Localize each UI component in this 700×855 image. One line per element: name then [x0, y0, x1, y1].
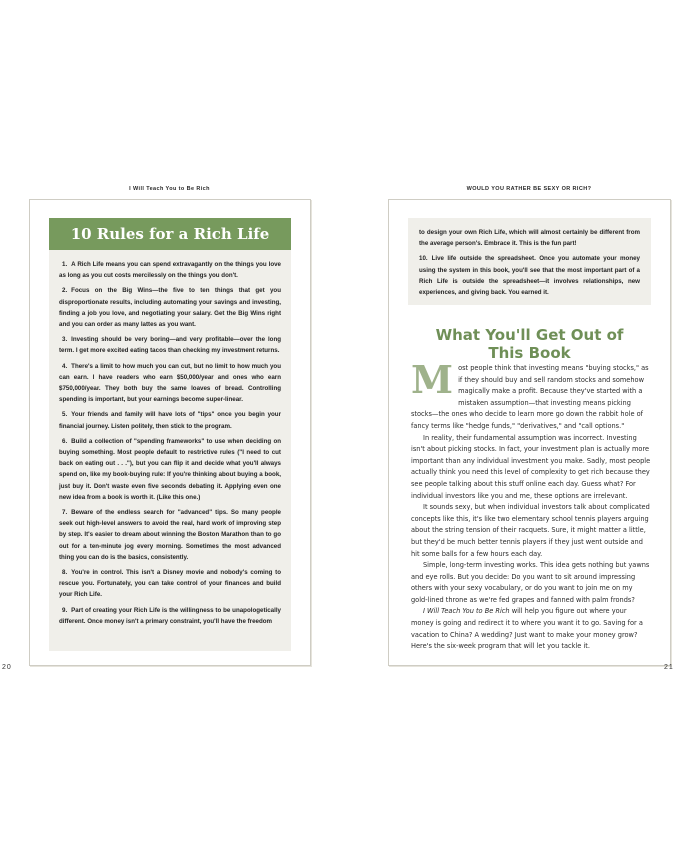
paragraph: In reality, their fundamental assumption was incorrect. Investing isn't about picking stocks. In fact, your investment plan is actually more important than any individual investment you make. Sadly, most people actually think you need this level of complexity to get rich because they see people talking about this stuff online each day. Guess what? For individual investors like you and me, these options are irrelevant.	[411, 433, 651, 500]
rule-item: 8. You're in control. This isn't a Disney movie and nobody's coming to rescue you. Fortunately, you can take control of your finances and build your Rich Life.	[59, 569, 281, 599]
rule-item: to design your own Rich Life, which will almost certainly be different from the average person's. Embrace it. This is the fun part!	[419, 229, 640, 248]
rule-item: 6. Build a collection of "spending frameworks" to use when deciding on buying something. Most people default to restrictive rules ("I need to cut back on eating out . . ."), but you can flip it and decide what you'll always spend on, like my book-buying rule: If you're thinking about buying a book, just buy it. Don't waste even five seconds debating it. Applying even one new idea from a book is worth it. (Like this one.)	[59, 437, 281, 501]
paragraph: I Will Teach You to Be Rich will help you figure out where your money is going and redirect it to where you want it to go. Saving for a vacation to China? A wedding? Just want to make your money grow? Here's the six-week program that will let you tackle it.	[411, 607, 643, 651]
section-heading: What You'll Get Out of This Book	[435, 326, 624, 362]
rule-item: 7. Beware of the endless search for "advanced" tips. So many people seek out high-level answers to avoid the real, hard work of improving step by step. It's easier to dream about winning the Boston Marathon than to go out for a ten-minute jog every morning. Sometimes the most advanced thing you can do is the basics, consistently.	[59, 509, 281, 561]
right-page	[388, 199, 671, 666]
page-number-right: 21	[664, 664, 674, 671]
running-head-left: I Will Teach You to Be Rich	[129, 186, 210, 192]
paragraph: It sounds sexy, but when individual investors talk about complicated concepts like this, it's like two elementary school tennis players arguing about the string tension of their racquets. Sure, it might matter a little, but they'd be much better tennis players if they just went outside and hit some balls for a few hours each day.	[411, 503, 650, 558]
rules-sidebar-box	[49, 250, 291, 651]
paragraph: Most people think that investing means "buying stocks," as if they should buy and sell random stocks and somehow magically make a profit. Because they've started with a mistaken assumption—that investing means picking stocks—the ones who decide to learn more go down the rabbit hole of fancy terms like "hedge funds," "derivatives," and "call options."	[411, 357, 649, 430]
body-text	[411, 357, 651, 653]
rules-banner-title: 10 Rules for a Rich Life	[49, 218, 291, 251]
rule-item: 2. Focus on the Big Wins—the five to ten things that get you disproportionate results, including automating your savings and investing, finding a job you love, and negotiating your salary. Get the Big Wins right and you can order as many lattes as you want.	[59, 287, 281, 329]
page-number-left: 20	[2, 664, 12, 671]
rule-item: 5. Your friends and family will have lots of "tips" once you begin your financial journey. Listen politely, then stick to the program.	[59, 411, 281, 430]
running-head-right: WOULD YOU RATHER BE SEXY OR RICH?	[466, 186, 592, 192]
drop-cap: M	[411, 357, 454, 402]
left-page	[29, 199, 311, 666]
rules-continued-box	[408, 218, 651, 305]
rule-item: 9. Part of creating your Rich Life is the willingness to be unapologetically different. Once money isn't a primary constraint, you'll have the freedom	[59, 606, 281, 625]
rule-item: 3. Investing should be very boring—and very profitable—over the long term. I get more excited eating tacos than checking my investment returns.	[59, 336, 281, 355]
rule-item: 1. A Rich Life means you can spend extravagantly on the things you love as long as you cut costs mercilessly on the things you don't.	[59, 261, 281, 280]
paragraph: Simple, long-term investing works. This idea gets nothing but yawns and eye rolls. But you decide: Do you want to sit around impressing others with your sexy vocabulary, or do you want to join me on my gold-lined throne as we're fed grapes and fanned with palm fronds?	[411, 561, 650, 604]
rule-item: 4. There's a limit to how much you can cut, but no limit to how much you can earn. I have readers who earn $50,000/year and ones who earn $750,000/year. They both buy the same loaves of bread. Controlling spending is important, but your earnings become super-linear.	[59, 362, 281, 404]
rule-item: 10. Live life outside the spreadsheet. Once you automate your money using the system in this book, you'll see that the most important part of a Rich Life is outside the spreadsheet—it involves relationships, new experiences, and giving back. You earned it.	[419, 255, 640, 297]
